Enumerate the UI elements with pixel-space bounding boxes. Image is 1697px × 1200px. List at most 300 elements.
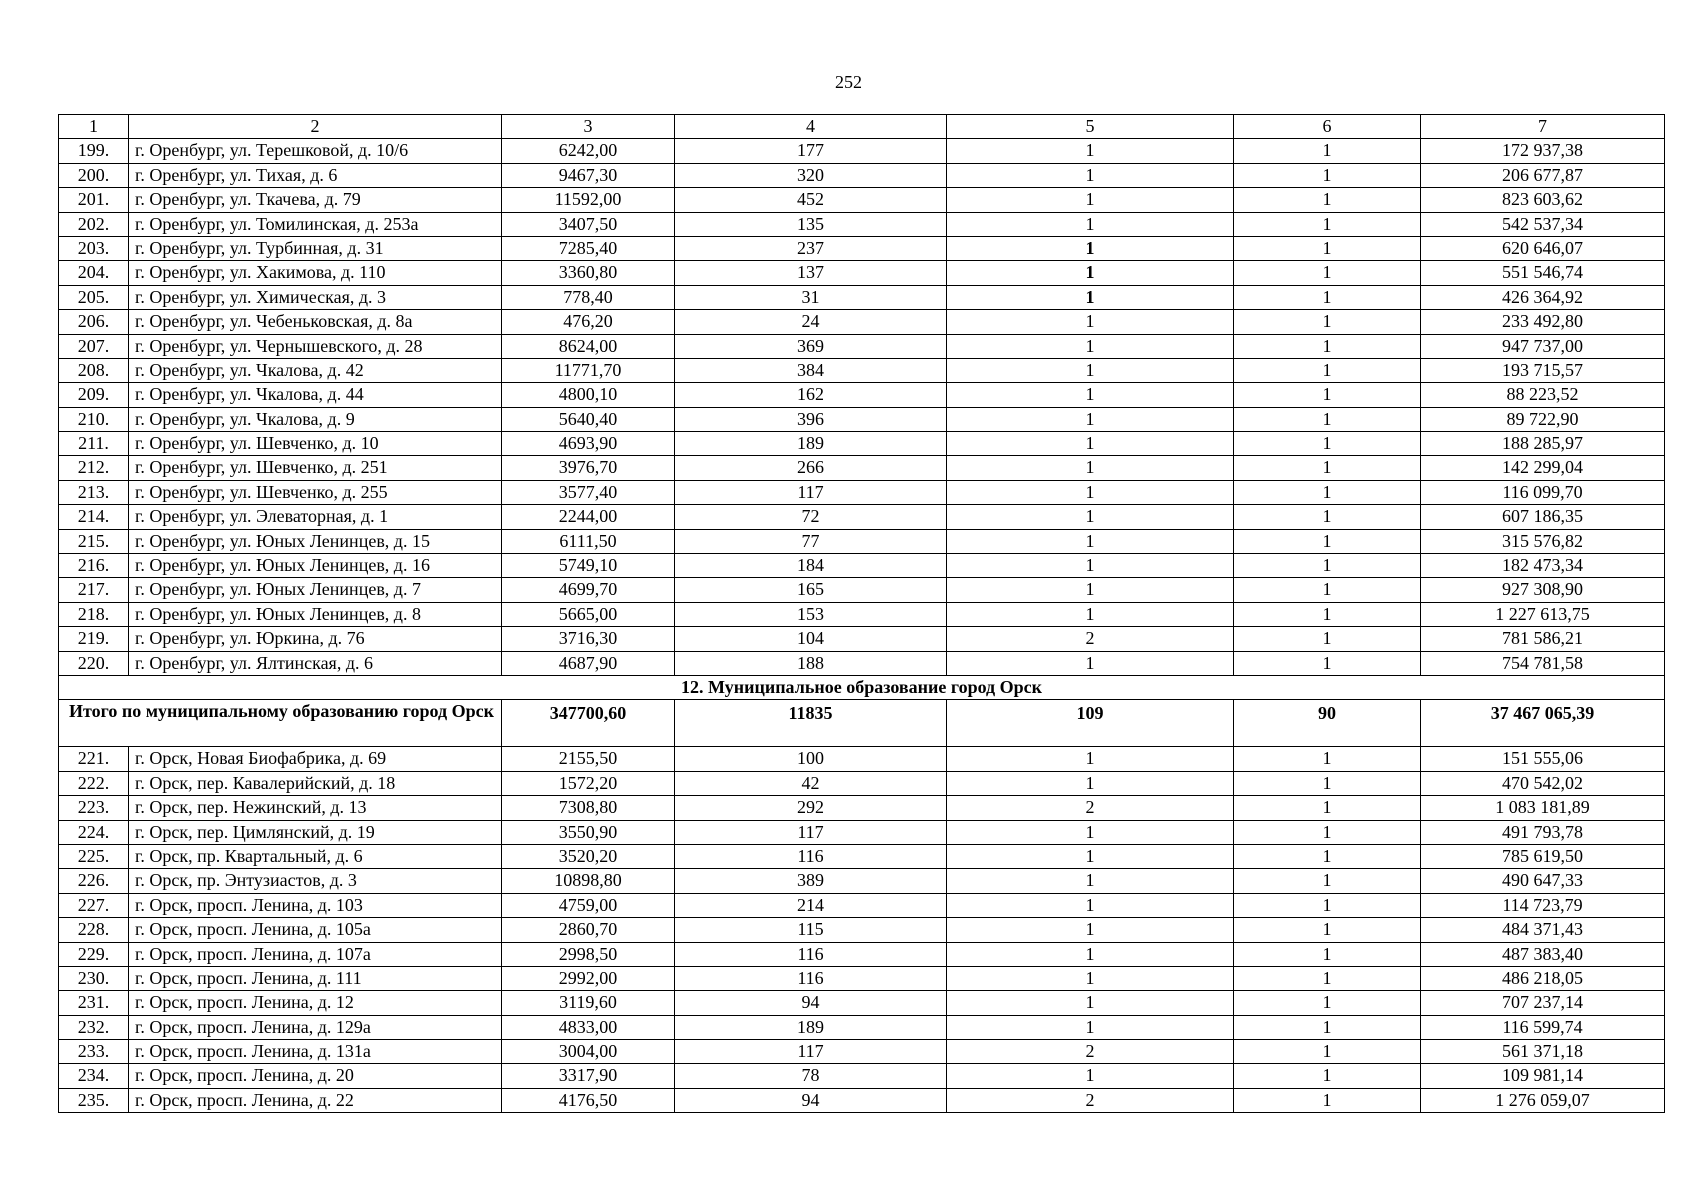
section-title: 12. Муниципальное образование город Орск [59,675,1665,699]
row-col6: 1 [1234,602,1421,626]
row-col6: 1 [1234,480,1421,504]
row-col5: 1 [947,942,1234,966]
row-address: г. Оренбург, ул. Ткачева, д. 79 [129,188,502,212]
row-col6: 1 [1234,407,1421,431]
row-col5: 1 [947,578,1234,602]
row-area: 4693,90 [502,432,675,456]
row-cost: 206 677,87 [1421,163,1665,187]
row-area: 3317,90 [502,1064,675,1088]
row-address: г. Оренбург, ул. Ялтинская, д. 6 [129,651,502,675]
row-cost: 561 371,18 [1421,1040,1665,1064]
row-col5: 1 [947,1015,1234,1039]
table-row [59,383,1665,407]
row-number: 209. [59,383,129,407]
row-number: 207. [59,334,129,358]
row-address: г. Оренбург, ул. Юных Ленинцев, д. 15 [129,529,502,553]
row-number: 205. [59,285,129,309]
row-area: 778,40 [502,285,675,309]
row-residents: 24 [675,310,947,334]
row-col6: 1 [1234,747,1421,771]
row-residents: 104 [675,627,947,651]
row-col6: 1 [1234,358,1421,382]
row-residents: 135 [675,212,947,236]
row-area: 476,20 [502,310,675,334]
row-number: 223. [59,796,129,820]
row-area: 3550,90 [502,820,675,844]
row-residents: 389 [675,869,947,893]
row-address: г. Оренбург, ул. Шевченко, д. 251 [129,456,502,480]
row-cost: 491 793,78 [1421,820,1665,844]
row-address: г. Оренбург, ул. Томилинская, д. 253а [129,212,502,236]
row-cost: 426 364,92 [1421,285,1665,309]
row-col6: 1 [1234,163,1421,187]
row-col6: 1 [1234,505,1421,529]
row-col5: 2 [947,1088,1234,1112]
row-address: г. Оренбург, ул. Элеваторная, д. 1 [129,505,502,529]
row-area: 3976,70 [502,456,675,480]
row-col6: 1 [1234,869,1421,893]
row-cost: 823 603,62 [1421,188,1665,212]
row-address: г. Оренбург, ул. Чкалова, д. 42 [129,358,502,382]
row-col5: 1 [947,844,1234,868]
row-area: 3407,50 [502,212,675,236]
table-row [59,432,1665,456]
row-residents: 292 [675,796,947,820]
row-col6: 1 [1234,918,1421,942]
row-cost: 785 619,50 [1421,844,1665,868]
row-cost: 487 383,40 [1421,942,1665,966]
row-col5: 1 [947,212,1234,236]
table-row [59,747,1665,771]
row-number: 199. [59,139,129,163]
row-col6: 1 [1234,139,1421,163]
row-address: г. Орск, просп. Ленина, д. 111 [129,966,502,990]
row-col5: 1 [947,285,1234,309]
row-residents: 77 [675,529,947,553]
table-row [59,1064,1665,1088]
row-col5: 1 [947,163,1234,187]
row-number: 229. [59,942,129,966]
row-col5: 1 [947,358,1234,382]
row-residents: 137 [675,261,947,285]
row-address: г. Оренбург, ул. Чебеньковская, д. 8а [129,310,502,334]
row-address: г. Орск, просп. Ленина, д. 105а [129,918,502,942]
row-col5: 1 [947,893,1234,917]
row-number: 234. [59,1064,129,1088]
table-row [59,966,1665,990]
row-address: г. Оренбург, ул. Чернышевского, д. 28 [129,334,502,358]
row-number: 233. [59,1040,129,1064]
table-row [59,602,1665,626]
row-residents: 78 [675,1064,947,1088]
row-col5: 1 [947,456,1234,480]
row-col5: 1 [947,310,1234,334]
row-cost: 172 937,38 [1421,139,1665,163]
row-col5: 1 [947,529,1234,553]
row-cost: 490 647,33 [1421,869,1665,893]
row-address: г. Орск, просп. Ленина, д. 12 [129,991,502,1015]
row-residents: 184 [675,554,947,578]
row-number: 211. [59,432,129,456]
row-area: 7308,80 [502,796,675,820]
row-cost: 551 546,74 [1421,261,1665,285]
row-col6: 1 [1234,627,1421,651]
row-address: г. Орск, пер. Цимлянский, д. 19 [129,820,502,844]
row-address: г. Орск, Новая Биофабрика, д. 69 [129,747,502,771]
table-row [59,310,1665,334]
table-row [59,554,1665,578]
row-address: г. Орск, просп. Ленина, д. 131а [129,1040,502,1064]
row-residents: 189 [675,432,947,456]
row-cost: 193 715,57 [1421,358,1665,382]
row-cost: 151 555,06 [1421,747,1665,771]
row-residents: 153 [675,602,947,626]
row-area: 8624,00 [502,334,675,358]
table-row [59,212,1665,236]
header-cell-1: 1 [59,115,129,139]
row-number: 224. [59,820,129,844]
row-col5: 2 [947,796,1234,820]
row-col5: 2 [947,627,1234,651]
row-number: 215. [59,529,129,553]
row-col6: 1 [1234,942,1421,966]
table-row [59,942,1665,966]
row-residents: 266 [675,456,947,480]
table-row [59,163,1665,187]
row-col6: 1 [1234,651,1421,675]
row-col5: 1 [947,383,1234,407]
table-row [59,918,1665,942]
row-number: 208. [59,358,129,382]
row-residents: 94 [675,991,947,1015]
row-number: 206. [59,310,129,334]
row-address: г. Оренбург, ул. Юркина, д. 76 [129,627,502,651]
row-number: 225. [59,844,129,868]
row-residents: 452 [675,188,947,212]
row-area: 2860,70 [502,918,675,942]
header-cell-4: 4 [675,115,947,139]
row-col5: 1 [947,602,1234,626]
header-cell-6: 6 [1234,115,1421,139]
row-number: 235. [59,1088,129,1112]
table-row [59,844,1665,868]
row-col6: 1 [1234,188,1421,212]
row-address: г. Оренбург, ул. Химическая, д. 3 [129,285,502,309]
row-area: 3577,40 [502,480,675,504]
row-cost: 486 218,05 [1421,966,1665,990]
table-row [59,796,1665,820]
row-residents: 116 [675,942,947,966]
row-col5: 1 [947,918,1234,942]
row-number: 227. [59,893,129,917]
row-number: 210. [59,407,129,431]
row-address: г. Оренбург, ул. Шевченко, д. 255 [129,480,502,504]
row-col5: 1 [947,651,1234,675]
row-address: г. Оренбург, ул. Терешковой, д. 10/6 [129,139,502,163]
row-residents: 31 [675,285,947,309]
row-number: 203. [59,236,129,260]
row-area: 3119,60 [502,991,675,1015]
row-residents: 117 [675,1040,947,1064]
table-row [59,456,1665,480]
total-c3: 347700,60 [502,700,675,747]
row-number: 231. [59,991,129,1015]
row-cost: 114 723,79 [1421,893,1665,917]
row-residents: 320 [675,163,947,187]
row-col5: 1 [947,966,1234,990]
row-number: 232. [59,1015,129,1039]
row-area: 4833,00 [502,1015,675,1039]
row-area: 3004,00 [502,1040,675,1064]
row-address: г. Оренбург, ул. Юных Ленинцев, д. 7 [129,578,502,602]
table-row [59,991,1665,1015]
table-row [59,334,1665,358]
row-col6: 1 [1234,578,1421,602]
row-number: 226. [59,869,129,893]
row-number: 201. [59,188,129,212]
row-area: 4176,50 [502,1088,675,1112]
row-number: 228. [59,918,129,942]
table-row [59,893,1665,917]
row-address: г. Оренбург, ул. Юных Ленинцев, д. 8 [129,602,502,626]
row-area: 5749,10 [502,554,675,578]
row-area: 6111,50 [502,529,675,553]
row-residents: 384 [675,358,947,382]
row-address: г. Орск, просп. Ленина, д. 107а [129,942,502,966]
row-address: г. Орск, просп. Ленина, д. 20 [129,1064,502,1088]
row-col6: 1 [1234,554,1421,578]
row-number: 221. [59,747,129,771]
table-row [59,358,1665,382]
table-row [59,820,1665,844]
row-area: 4687,90 [502,651,675,675]
housing-table [58,114,1665,1113]
row-col6: 1 [1234,796,1421,820]
row-number: 217. [59,578,129,602]
row-cost: 116 099,70 [1421,480,1665,504]
row-number: 219. [59,627,129,651]
row-col5: 1 [947,991,1234,1015]
row-col6: 1 [1234,285,1421,309]
row-address: г. Оренбург, ул. Хакимова, д. 110 [129,261,502,285]
row-cost: 142 299,04 [1421,456,1665,480]
total-c4: 11835 [675,700,947,747]
row-col6: 1 [1234,334,1421,358]
row-number: 214. [59,505,129,529]
row-area: 4759,00 [502,893,675,917]
row-area: 2998,50 [502,942,675,966]
row-address: г. Орск, пр. Энтузиастов, д. 3 [129,869,502,893]
row-area: 6242,00 [502,139,675,163]
row-number: 202. [59,212,129,236]
row-cost: 781 586,21 [1421,627,1665,651]
row-area: 2155,50 [502,747,675,771]
total-row [59,700,1665,747]
row-col5: 1 [947,820,1234,844]
row-col6: 1 [1234,844,1421,868]
row-cost: 315 576,82 [1421,529,1665,553]
row-col5: 1 [947,188,1234,212]
header-cell-5: 5 [947,115,1234,139]
total-c5: 109 [947,700,1234,747]
row-col6: 1 [1234,310,1421,334]
header-row [59,115,1665,139]
table-row [59,505,1665,529]
row-residents: 116 [675,966,947,990]
total-c6: 90 [1234,700,1421,747]
row-area: 9467,30 [502,163,675,187]
row-col5: 1 [947,1064,1234,1088]
table-row [59,236,1665,260]
row-col6: 1 [1234,771,1421,795]
row-cost: 707 237,14 [1421,991,1665,1015]
row-cost: 1 083 181,89 [1421,796,1665,820]
row-col5: 1 [947,407,1234,431]
row-cost: 116 599,74 [1421,1015,1665,1039]
row-address: г. Орск, просп. Ленина, д. 22 [129,1088,502,1112]
header-cell-7: 7 [1421,115,1665,139]
row-area: 3520,20 [502,844,675,868]
row-number: 230. [59,966,129,990]
row-cost: 1 276 059,07 [1421,1088,1665,1112]
row-area: 5665,00 [502,602,675,626]
row-cost: 188 285,97 [1421,432,1665,456]
row-address: г. Орск, пр. Квартальный, д. 6 [129,844,502,868]
row-col6: 1 [1234,1015,1421,1039]
row-cost: 484 371,43 [1421,918,1665,942]
row-residents: 100 [675,747,947,771]
row-area: 2992,00 [502,966,675,990]
row-col6: 1 [1234,820,1421,844]
row-area: 3360,80 [502,261,675,285]
row-address: г. Оренбург, ул. Шевченко, д. 10 [129,432,502,456]
row-address: г. Орск, пер. Кавалерийский, д. 18 [129,771,502,795]
row-col6: 1 [1234,432,1421,456]
row-cost: 927 308,90 [1421,578,1665,602]
row-address: г. Орск, просп. Ленина, д. 103 [129,893,502,917]
row-cost: 542 537,34 [1421,212,1665,236]
row-col6: 1 [1234,261,1421,285]
row-residents: 188 [675,651,947,675]
row-residents: 42 [675,771,947,795]
row-col5: 1 [947,771,1234,795]
row-address: г. Оренбург, ул. Турбинная, д. 31 [129,236,502,260]
row-cost: 947 737,00 [1421,334,1665,358]
row-cost: 88 223,52 [1421,383,1665,407]
header-cell-2: 2 [129,115,502,139]
row-residents: 162 [675,383,947,407]
row-number: 204. [59,261,129,285]
row-area: 11592,00 [502,188,675,212]
row-cost: 89 722,90 [1421,407,1665,431]
row-address: г. Оренбург, ул. Чкалова, д. 44 [129,383,502,407]
table-row [59,188,1665,212]
row-col5: 1 [947,139,1234,163]
table-body [59,115,1665,1113]
table-row [59,1015,1665,1039]
row-col6: 1 [1234,1088,1421,1112]
row-col6: 1 [1234,456,1421,480]
table-row [59,578,1665,602]
row-address: г. Оренбург, ул. Чкалова, д. 9 [129,407,502,431]
row-col5: 1 [947,261,1234,285]
row-cost: 607 186,35 [1421,505,1665,529]
section-row [59,675,1665,699]
row-area: 10898,80 [502,869,675,893]
row-residents: 369 [675,334,947,358]
row-residents: 214 [675,893,947,917]
row-area: 1572,20 [502,771,675,795]
row-number: 213. [59,480,129,504]
row-col5: 1 [947,236,1234,260]
row-residents: 189 [675,1015,947,1039]
row-address: г. Орск, просп. Ленина, д. 129а [129,1015,502,1039]
header-cell-3: 3 [502,115,675,139]
row-residents: 117 [675,480,947,504]
table-row [59,651,1665,675]
row-residents: 116 [675,844,947,868]
row-residents: 94 [675,1088,947,1112]
table-row [59,1088,1665,1112]
row-col5: 1 [947,480,1234,504]
row-col6: 1 [1234,212,1421,236]
row-cost: 754 781,58 [1421,651,1665,675]
table-row [59,1040,1665,1064]
row-cost: 620 646,07 [1421,236,1665,260]
table-row [59,627,1665,651]
row-col5: 1 [947,432,1234,456]
total-label: Итого по муниципальному образованию город Орск [59,700,502,747]
row-col6: 1 [1234,893,1421,917]
table-row [59,261,1665,285]
row-area: 4800,10 [502,383,675,407]
row-residents: 177 [675,139,947,163]
table-row [59,139,1665,163]
row-area: 7285,40 [502,236,675,260]
row-area: 5640,40 [502,407,675,431]
row-area: 4699,70 [502,578,675,602]
row-number: 218. [59,602,129,626]
row-area: 11771,70 [502,358,675,382]
row-address: г. Оренбург, ул. Тихая, д. 6 [129,163,502,187]
row-address: г. Оренбург, ул. Юных Ленинцев, д. 16 [129,554,502,578]
row-col5: 1 [947,554,1234,578]
row-col6: 1 [1234,1040,1421,1064]
row-cost: 182 473,34 [1421,554,1665,578]
table-row [59,407,1665,431]
row-residents: 117 [675,820,947,844]
row-col6: 1 [1234,966,1421,990]
row-col5: 1 [947,747,1234,771]
row-col6: 1 [1234,383,1421,407]
table-row [59,285,1665,309]
row-col5: 1 [947,505,1234,529]
row-col6: 1 [1234,1064,1421,1088]
row-residents: 396 [675,407,947,431]
row-col5: 2 [947,1040,1234,1064]
row-number: 212. [59,456,129,480]
row-col6: 1 [1234,236,1421,260]
row-area: 3716,30 [502,627,675,651]
page-number: 252 [835,72,862,92]
table-row [59,771,1665,795]
row-col6: 1 [1234,529,1421,553]
row-residents: 115 [675,918,947,942]
row-cost: 109 981,14 [1421,1064,1665,1088]
row-number: 220. [59,651,129,675]
row-area: 2244,00 [502,505,675,529]
row-residents: 237 [675,236,947,260]
